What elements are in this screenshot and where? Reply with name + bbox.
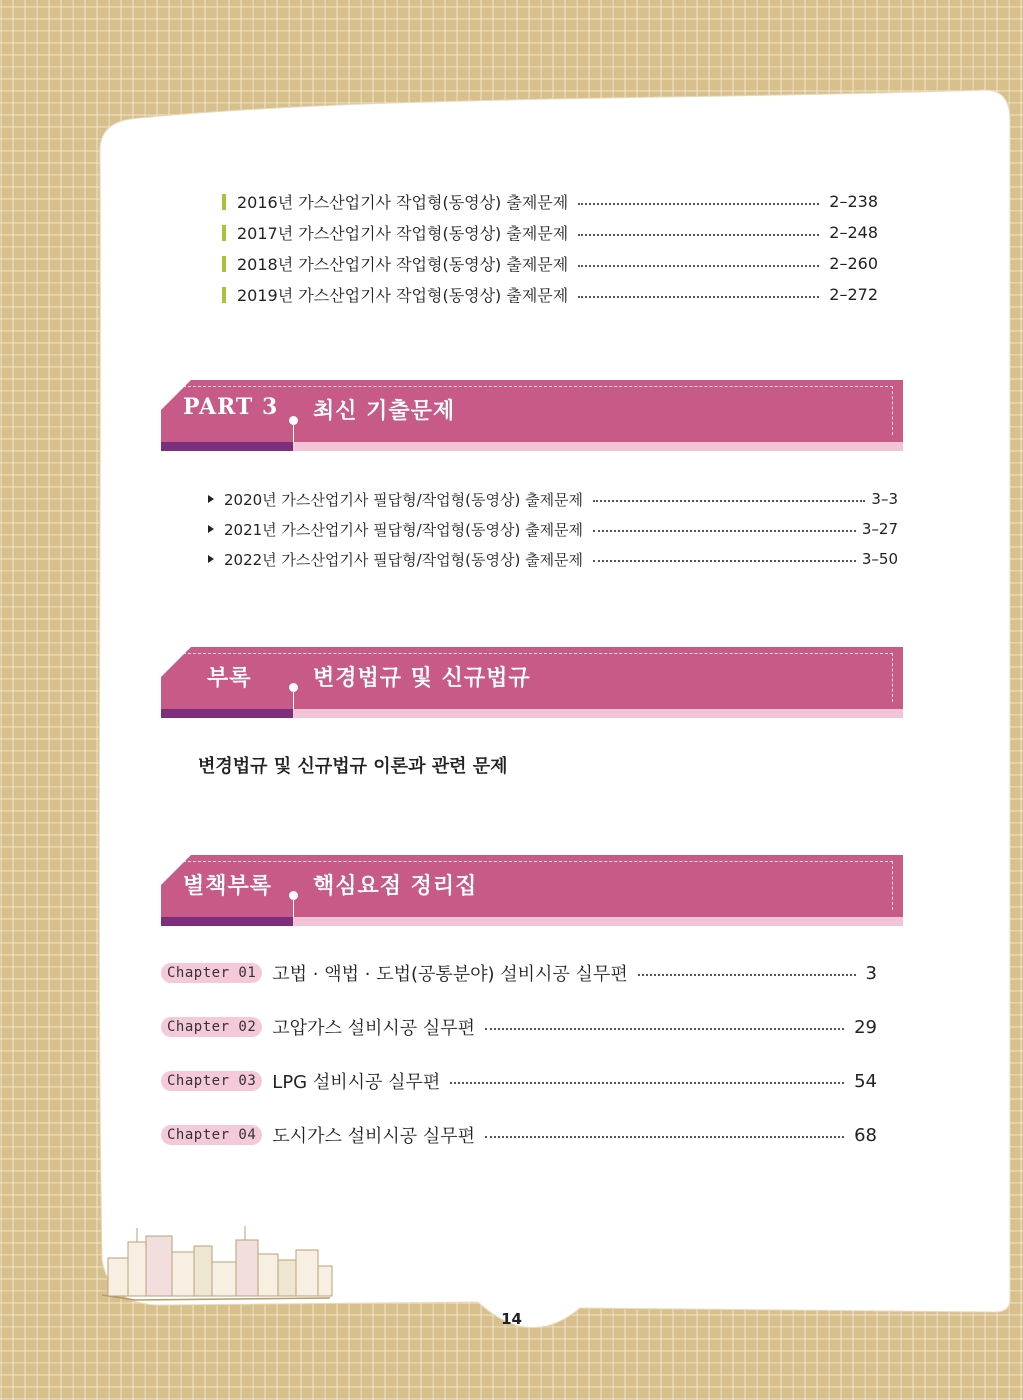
dot-leader (578, 203, 819, 205)
chapter-page: 54 (854, 1070, 877, 1092)
toc-row[interactable] (208, 544, 898, 574)
chapter-page: 29 (854, 1016, 877, 1038)
toc-title: 2018년 가스산업기사 작업형(동영상) 출제문제 (237, 255, 569, 274)
dot-leader (578, 265, 819, 267)
toc-row[interactable] (222, 248, 878, 279)
toc-row[interactable] (222, 279, 878, 310)
chapter-title: 고압가스 설비시공 실무편 (272, 1018, 476, 1039)
dot-leader (450, 1082, 844, 1084)
chapter-title: 고법 · 액법 · 도법(공통분야) 설비시공 실무편 (272, 964, 628, 985)
toc-part2-list (222, 186, 878, 310)
appendix-title: 변경법규 및 신규법규 (313, 665, 531, 691)
banner-dashed-border (183, 386, 893, 435)
toc-page: 2–272 (829, 285, 878, 304)
appendix-label: 부록 (207, 665, 252, 691)
chapter-page: 68 (854, 1124, 877, 1146)
part-label: PART 3 (183, 394, 279, 420)
chapter-row[interactable] (161, 1066, 877, 1096)
bullet-bar (222, 256, 226, 272)
bullet-bar (222, 194, 226, 210)
chapter-badge: Chapter 01 (161, 963, 262, 983)
toc-page: 2–238 (829, 192, 878, 211)
toc-row[interactable] (222, 186, 878, 217)
dot-leader (485, 1136, 844, 1138)
toc-row[interactable] (208, 484, 898, 514)
triangle-bullet-icon (208, 525, 214, 533)
dot-leader (578, 234, 819, 236)
chapter-badge: Chapter 03 (161, 1071, 262, 1091)
dot-leader (593, 500, 865, 502)
pin-stem (293, 691, 294, 709)
appendix-description[interactable]: 변경법규 및 신규법규 이론과 관련 문제 (198, 756, 508, 777)
part3-banner (161, 380, 903, 452)
banner-dashed-border (183, 653, 893, 702)
toc-title: 2019년 가스산업기사 작업형(동영상) 출제문제 (237, 286, 569, 305)
separate-title: 핵심요점 정리집 (313, 873, 478, 899)
dot-leader (638, 974, 856, 976)
toc-title: 2021년 가스산업기사 필답형/작업형(동영상) 출제문제 (224, 520, 584, 539)
toc-title: 2016년 가스산업기사 작업형(동영상) 출제문제 (237, 193, 569, 212)
triangle-bullet-icon (208, 555, 214, 563)
chapter-title: LPG 설비시공 실무편 (272, 1072, 441, 1093)
toc-page: 2–260 (829, 254, 878, 273)
toc-page: 3–27 (861, 520, 898, 538)
toc-title: 2017년 가스산업기사 작업형(동영상) 출제문제 (237, 224, 569, 243)
banner-strip-light (293, 917, 903, 926)
toc-row[interactable] (222, 217, 878, 248)
banner-strip-light (293, 709, 903, 718)
bullet-bar (222, 287, 226, 303)
separate-banner (161, 855, 903, 927)
banner-strip-dark (161, 917, 293, 926)
banner-strip-dark (161, 442, 293, 451)
dot-leader (593, 560, 856, 562)
chapter-row[interactable] (161, 958, 877, 988)
chapter-title: 도시가스 설비시공 실무편 (272, 1126, 476, 1147)
toc-row[interactable] (208, 514, 898, 544)
pin-stem (293, 899, 294, 917)
dot-leader (593, 530, 856, 532)
chapter-badge: Chapter 02 (161, 1017, 262, 1037)
separate-label: 별책부록 (183, 873, 273, 899)
banner-strip-light (293, 442, 903, 451)
pin-stem (293, 424, 294, 442)
toc-page: 2–248 (829, 223, 878, 242)
triangle-bullet-icon (208, 495, 214, 503)
toc-title: 2022년 가스산업기사 필답형/작업형(동영상) 출제문제 (224, 550, 584, 569)
chapter-badge: Chapter 04 (161, 1125, 262, 1145)
toc-page: 3–3 (871, 490, 898, 508)
appendix-banner (161, 647, 903, 719)
chapter-page: 3 (865, 962, 877, 984)
part-title: 최신 기출문제 (313, 398, 456, 424)
chapter-row[interactable] (161, 1120, 877, 1150)
page-number: 14 (501, 1310, 522, 1328)
toc-title: 2020년 가스산업기사 필답형/작업형(동영상) 출제문제 (224, 490, 584, 509)
chapter-row[interactable] (161, 1012, 877, 1042)
toc-part3-list (208, 484, 898, 574)
dot-leader (485, 1028, 844, 1030)
banner-dashed-border (183, 861, 893, 910)
banner-strip-dark (161, 709, 293, 718)
dot-leader (578, 296, 819, 298)
bullet-bar (222, 225, 226, 241)
toc-page: 3–50 (861, 550, 898, 568)
